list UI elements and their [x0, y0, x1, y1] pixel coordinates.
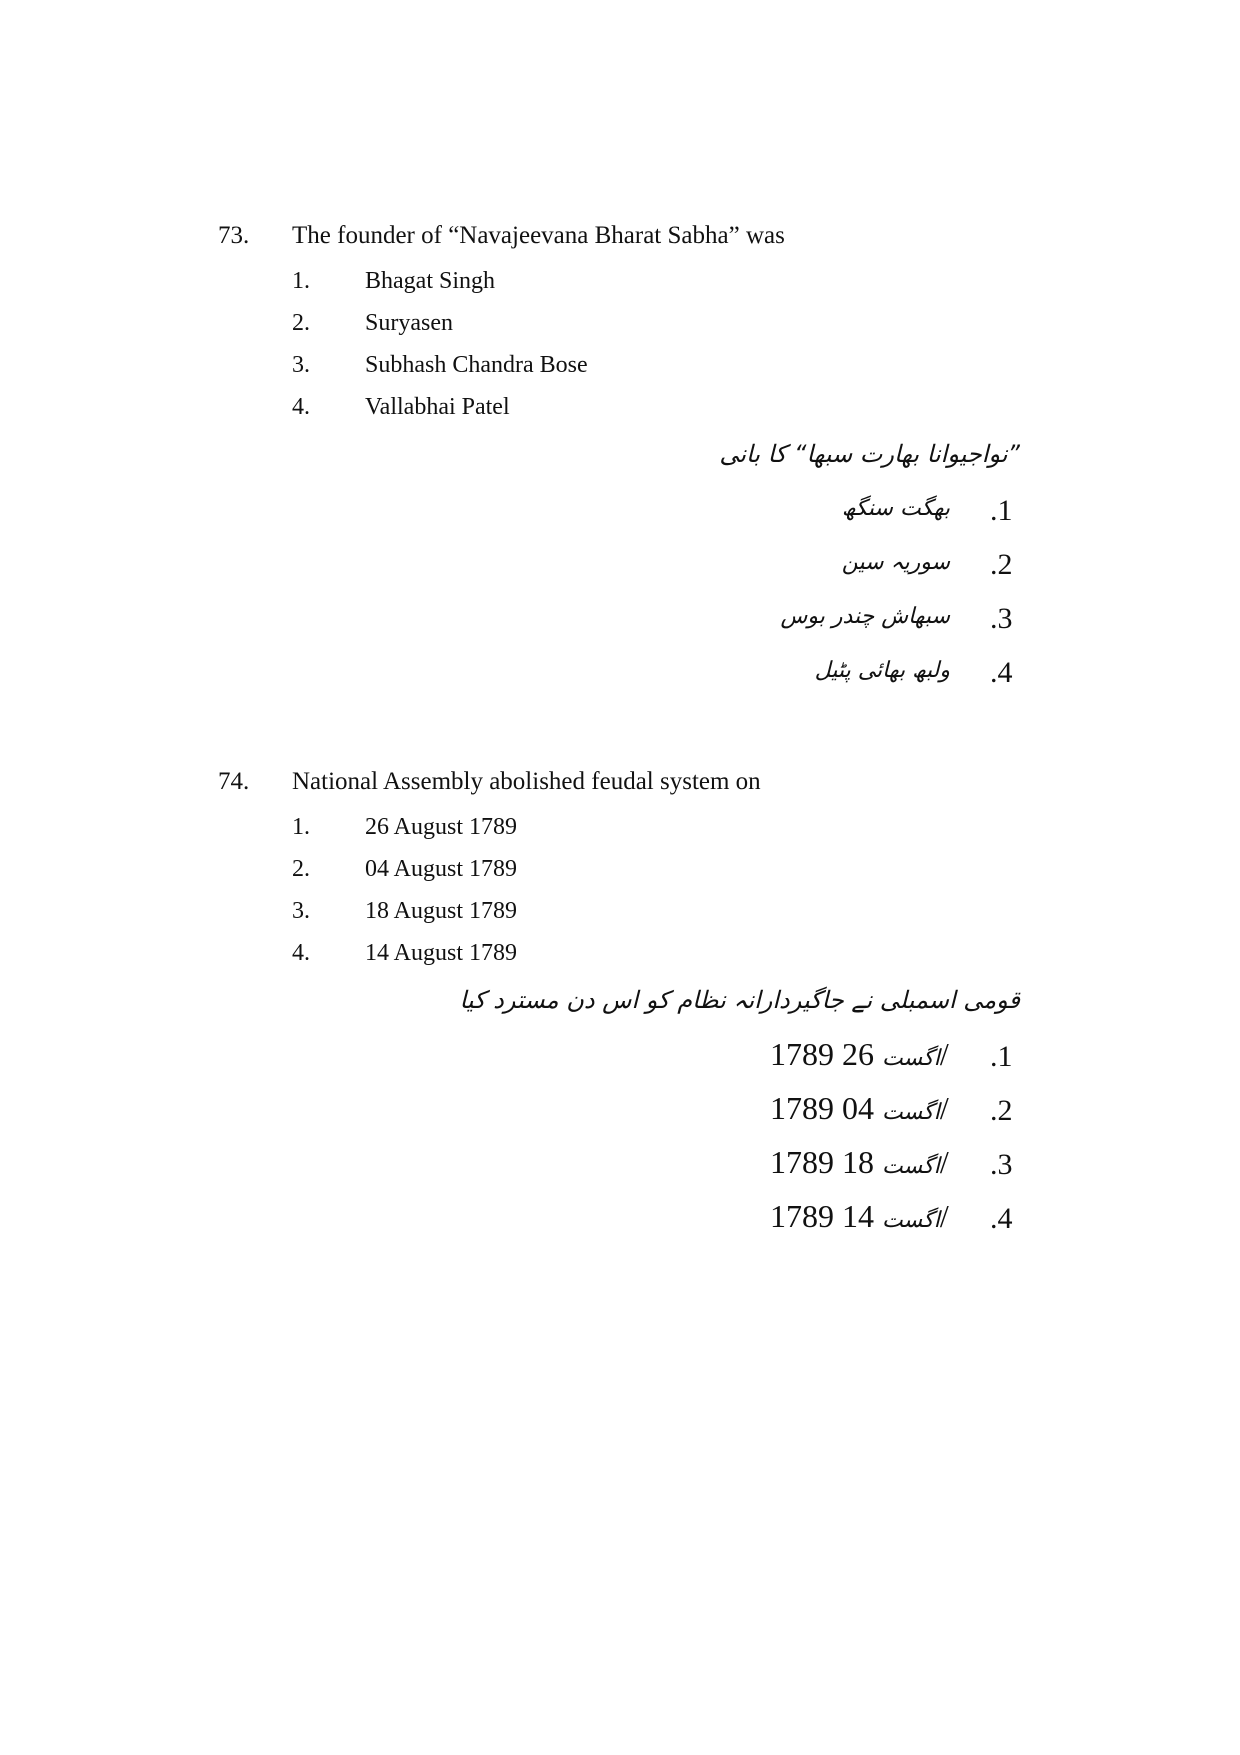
option-number: 1.	[292, 268, 310, 294]
date-month: اگست	[882, 1046, 940, 1071]
urdu-option-number: .1	[990, 494, 1013, 527]
date-year: 1789	[770, 1090, 834, 1126]
question-text: The founder of “Navajeevana Bharat Sabha” was	[292, 222, 785, 249]
option-number: 4.	[292, 394, 310, 420]
urdu-option-number: .3	[990, 1148, 1013, 1181]
option-number: 1.	[292, 814, 310, 840]
option-text: Suryasen	[365, 310, 453, 336]
urdu-date-option	[770, 1198, 949, 1235]
date-month: اگست	[882, 1154, 940, 1179]
date-year: 1789	[770, 1198, 834, 1234]
option-text: Bhagat Singh	[365, 268, 495, 294]
date-day: 26/	[842, 1036, 949, 1072]
date-month: اگست	[882, 1100, 940, 1125]
question-text: National Assembly abolished feudal system on	[292, 768, 761, 795]
option-text: 18 August 1789	[365, 898, 518, 924]
date-month: اگست	[882, 1208, 940, 1233]
question-number: 73.	[218, 222, 250, 249]
option-text: 26 August 1789	[365, 814, 518, 840]
date-day: 18/	[842, 1144, 949, 1180]
option-number: 2.	[292, 310, 310, 336]
date-year: 1789	[770, 1036, 834, 1072]
date-year: 1789	[770, 1144, 834, 1180]
date-day: 14/	[842, 1198, 949, 1234]
urdu-question-text: قومی اسمبلی نے جاگیردارانہ نظام کو اس دن مسترد کیا	[459, 986, 1020, 1014]
urdu-date-option	[770, 1090, 949, 1127]
urdu-option-text: سبھاش چندر بوس	[780, 604, 950, 629]
urdu-option-number: .4	[990, 656, 1013, 689]
option-number: 2.	[292, 856, 310, 882]
option-number: 4.	[292, 940, 310, 966]
option-text: 04 August 1789	[365, 856, 518, 882]
option-number: 3.	[292, 898, 310, 924]
question-number: 74.	[218, 768, 250, 795]
urdu-option-number: .4	[990, 1202, 1013, 1235]
urdu-question-text: ”نواجیوانا بھارت سبھا“ کا بانی	[719, 440, 1020, 468]
urdu-date-option	[770, 1144, 949, 1181]
option-text: Subhash Chandra Bose	[365, 352, 588, 378]
urdu-option-text: بھگت سنگھ	[841, 496, 950, 521]
urdu-option-number: .2	[990, 548, 1013, 581]
urdu-option-text: ولبھ بھائی پٹیل	[814, 658, 950, 683]
urdu-option-number: .3	[990, 602, 1013, 635]
option-text: 14 August 1789	[365, 940, 518, 966]
urdu-option-number: .2	[990, 1094, 1013, 1127]
date-day: 04/	[842, 1090, 949, 1126]
option-text: Vallabhai Patel	[365, 394, 510, 420]
urdu-option-number: .1	[990, 1040, 1013, 1073]
urdu-date-option	[770, 1036, 949, 1073]
option-number: 3.	[292, 352, 310, 378]
urdu-option-text: سوریہ سین	[841, 550, 950, 575]
